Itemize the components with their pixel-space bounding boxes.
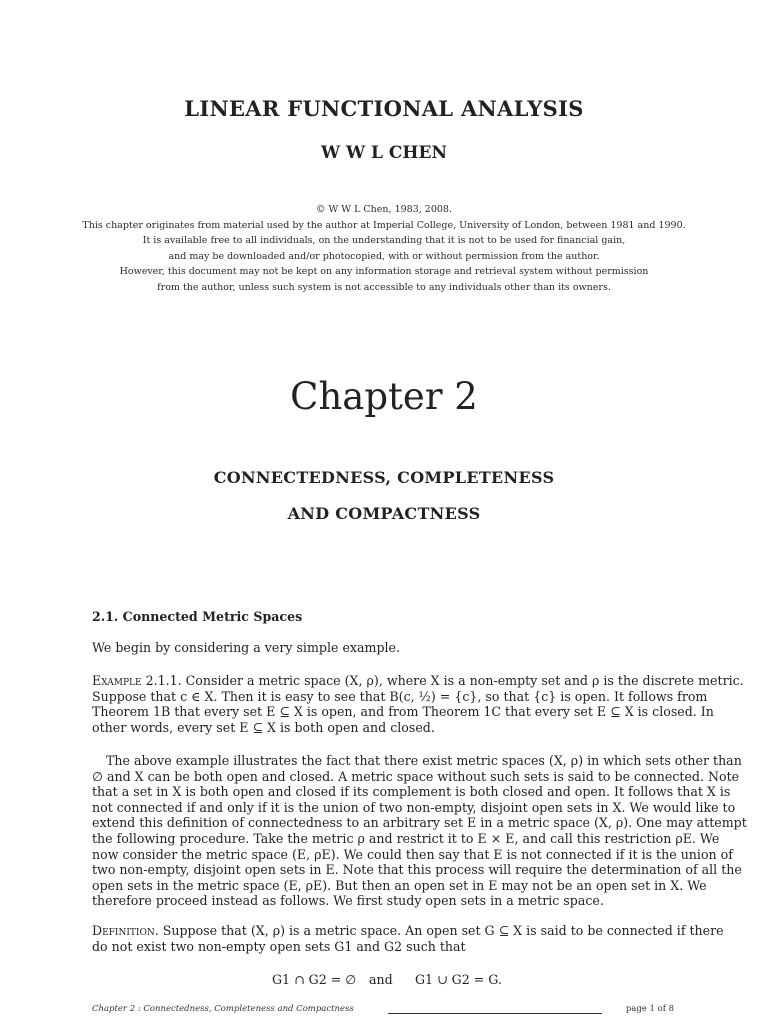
- paragraph-line: ∅ and X can be both open and closed. A metric space without such sets is said to be connected. Note: [92, 768, 740, 784]
- chapter-label: Chapter 2: [290, 375, 478, 418]
- paragraph-line: two non-empty, disjoint open sets in E. Note that this process will require the determination of all the: [92, 862, 742, 878]
- page-footer: [92, 1004, 674, 1018]
- example-text: Consider a metric space (X, ρ), where X is a non-empty set and ρ is the discrete metric.: [181, 673, 744, 688]
- definition-line: [92, 923, 724, 939]
- definition-label: Definition.: [92, 923, 159, 938]
- paragraph-line: not connected if and only if it is the union of two non-empty, disjoint open sets in X. We would like to: [92, 799, 736, 815]
- paragraph-line: The above example illustrates the fact that there exist metric spaces (X, ρ) in which sets other than: [106, 753, 742, 768]
- equation-intersection: G1 ∩ G2 = ∅: [272, 972, 357, 987]
- chapter-title-line: CONNECTEDNESS, COMPLETENESS: [213, 468, 555, 487]
- section-heading: 2.1. Connected Metric Spaces: [92, 609, 303, 624]
- example-label: Example 2.1.1.: [92, 673, 182, 688]
- paragraph-line: therefore proceed instead as follows. We first study open sets in a metric space.: [92, 893, 604, 909]
- example-line: Theorem 1B that every set E ⊆ X is open, and from Theorem 1C that every set E ⊆ X is closed. In: [92, 704, 714, 720]
- notice-line: It is available free to all individuals, on the understanding that it is not to be used for financial gain,: [142, 235, 626, 247]
- notice-line: However, this document may not be kept on any information storage and retrieval system without permission: [119, 266, 649, 278]
- notice-line: © W W L Chen, 1983, 2008.: [316, 204, 452, 215]
- definition-text: Suppose that (X, ρ) is a metric space. An open set G ⊆ X is said to be connected if there: [158, 923, 724, 938]
- paragraph-line: that a set in X is both open and closed if its complement is both closed and open. It follows that X is: [92, 784, 731, 800]
- paragraph-line: now consider the metric space (E, ρE). We could then say that E is not connected if it is the union of: [92, 846, 733, 862]
- equation-union: G1 ∪ G2 = G.: [415, 972, 502, 987]
- example-line: [92, 673, 744, 689]
- definition-line: do not exist two non-empty open sets G1 and G2 such that: [92, 938, 466, 954]
- footer-rule: [388, 1013, 602, 1014]
- copyright-notice: [0, 202, 768, 296]
- section-intro: We begin by considering a very simple example.: [92, 640, 400, 655]
- equation-connector: and: [369, 972, 393, 987]
- document-author: W W L CHEN: [321, 143, 447, 163]
- chapter-title: [0, 460, 768, 532]
- footer-chapter-title: Chapter 2 : Connectedness, Completeness and Compactness: [92, 1004, 354, 1014]
- example-line: Suppose that c ∈ X. Then it is easy to see that B(c, ½) = {c}, so that {c} is open. It follows from: [92, 688, 708, 704]
- definition-connected: [92, 923, 724, 954]
- notice-line: and may be downloaded and/or photocopied, with or without permission from the author.: [168, 250, 600, 262]
- paragraph-line: the following procedure. Take the metric ρ and restrict it to E × E, and call this restriction ρE. We: [92, 830, 720, 846]
- example-2-1-1: [92, 673, 744, 735]
- example-line: other words, every set E ⊆ X is both open and closed.: [92, 719, 435, 735]
- chapter-title-line: AND COMPACTNESS: [287, 504, 481, 523]
- document-title: LINEAR FUNCTIONAL ANALYSIS: [184, 96, 584, 121]
- footer-page-number: page 1 of 8: [625, 1004, 674, 1014]
- paragraph-line: open sets in the metric space (E, ρE). But then an open set in E may not be an open set in X. We: [92, 877, 707, 893]
- notice-line: from the author, unless such system is not accessible to any individuals other than its owners.: [157, 281, 611, 293]
- paragraph-line: extend this definition of connectedness to an arbitrary set E in a metric space (X, ρ). One may attempt: [92, 815, 747, 831]
- paragraph-connectedness: [92, 753, 747, 909]
- notice-line: This chapter originates from material used by the author at Imperial College, University of London, between 1981 and 1990.: [82, 219, 686, 231]
